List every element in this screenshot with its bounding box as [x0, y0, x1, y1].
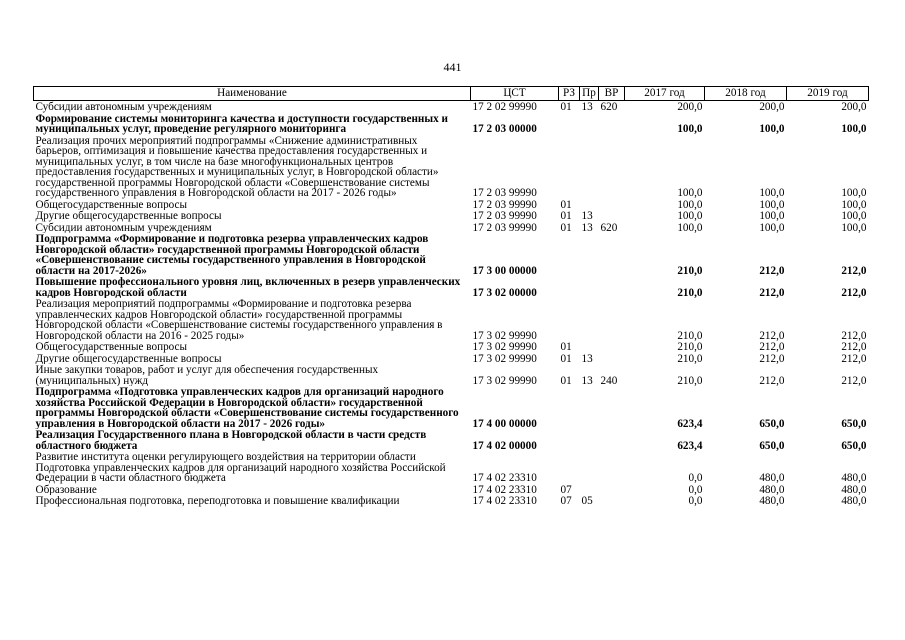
row-vr	[599, 429, 625, 451]
table-row	[34, 113, 869, 135]
row-cst: 17 3 02 99990	[472, 329, 537, 341]
header-2019: 2019 год	[787, 87, 869, 101]
row-2017: 210,0	[677, 264, 703, 276]
row-vr: 240	[600, 374, 618, 386]
row-vr: 620	[600, 101, 618, 113]
row-2018: 100,0	[759, 210, 785, 222]
row-2018: 480,0	[759, 472, 785, 484]
row-rz: 01	[560, 198, 572, 210]
row-cst: 17 3 02 99990	[472, 374, 537, 386]
row-cst: 17 4 02 23310	[472, 472, 537, 484]
table-row	[34, 341, 869, 353]
row-cst: 17 3 02 99990	[472, 341, 537, 353]
row-name: Профессиональная подготовка, переподготовка и повышение квалификации	[35, 495, 400, 507]
row-pr	[580, 199, 599, 211]
row-rz	[559, 113, 580, 135]
row-cst: 17 2 03 00000	[472, 123, 537, 135]
row-name: Другие общегосударственные вопросы	[35, 210, 222, 222]
row-vr	[599, 135, 625, 199]
row-rz	[559, 451, 580, 484]
row-2017: 210,0	[677, 286, 703, 298]
row-rz	[559, 386, 580, 429]
row-pr: 05	[581, 495, 593, 507]
row-2017: 100,0	[677, 210, 703, 222]
row-2017: 200,0	[677, 101, 703, 113]
row-2019: 100,0	[841, 221, 867, 233]
row-cst: 17 4 02 23310	[472, 495, 537, 507]
header-rz: РЗ	[559, 87, 580, 101]
row-2018: 212,0	[759, 264, 785, 276]
row-2019: 100,0	[841, 210, 867, 222]
table-row	[34, 386, 869, 429]
table-row	[34, 364, 869, 386]
row-2019: 212,0	[841, 264, 867, 276]
row-cst: 17 3 02 00000	[472, 286, 537, 298]
row-2019: 100,0	[841, 198, 867, 210]
row-pr	[580, 113, 599, 135]
row-2018: 212,0	[759, 374, 785, 386]
row-name: Повышение профессионального уровня лиц, включенных в резерв управленческих кадров Новгородской области	[35, 276, 461, 298]
row-2019: 212,0	[841, 341, 867, 353]
row-2019: 212,0	[841, 352, 867, 364]
table-row	[34, 233, 869, 276]
row-2019: 650,0	[841, 417, 867, 429]
table-body	[34, 101, 869, 507]
header-2017: 2017 год	[625, 87, 705, 101]
row-rz: 01	[560, 341, 572, 353]
row-pr	[580, 386, 599, 429]
header-vr: ВР	[599, 87, 625, 101]
header-cst: ЦСТ	[471, 87, 559, 101]
row-rz: 01	[560, 101, 572, 113]
row-2017: 623,4	[677, 417, 703, 429]
row-pr: 13	[581, 210, 593, 222]
row-pr: 13	[581, 101, 593, 113]
row-name: Субсидии автономным учреждениям	[35, 221, 212, 233]
row-2019: 480,0	[841, 483, 867, 495]
row-2018: 200,0	[759, 101, 785, 113]
row-pr	[580, 298, 599, 341]
row-name: Подпрограмма «Формирование и подготовка резерва управленческих кадров Новгородской области» государственной программы Новгородской области «Совершенствование системы государственного управления в Новгородской области на 2017-2026»	[35, 233, 429, 276]
row-2018: 650,0	[759, 417, 785, 429]
header-2018: 2018 год	[705, 87, 787, 101]
row-2017: 0,0	[688, 483, 703, 495]
row-2019: 100,0	[841, 123, 867, 135]
table-row	[34, 429, 869, 451]
row-vr	[599, 484, 625, 496]
row-pr	[580, 135, 599, 199]
row-rz	[559, 135, 580, 199]
row-2017: 100,0	[677, 221, 703, 233]
row-2019: 480,0	[841, 495, 867, 507]
row-rz: 01	[560, 374, 572, 386]
row-vr	[599, 451, 625, 484]
row-pr: 13	[581, 374, 593, 386]
row-2017: 100,0	[677, 123, 703, 135]
table-row	[34, 276, 869, 298]
row-rz: 07	[560, 495, 572, 507]
row-pr	[580, 276, 599, 298]
row-name: Развитие института оценки регулирующего воздействия на территории области Подготовка управленческих кадров для организаций народного хозяйства Российской Федерации в части областного бюджета	[35, 451, 446, 484]
row-2019: 212,0	[841, 286, 867, 298]
row-rz: 01	[560, 352, 572, 364]
row-rz	[559, 276, 580, 298]
row-vr	[599, 210, 625, 222]
row-pr	[580, 429, 599, 451]
row-name: Реализация мероприятий подпрограммы «Формирование и подготовка резерва управленческих кадров Новгородской области» государственной программы Новгородской области «Совершенствование системы государственного управления в Новгородской области на 2016 - 2025 годы»	[35, 298, 443, 341]
row-vr	[599, 276, 625, 298]
row-2018: 650,0	[759, 439, 785, 451]
row-vr	[599, 386, 625, 429]
page-number: 441	[443, 60, 462, 74]
row-cst: 17 2 03 99990	[472, 198, 537, 210]
row-vr: 620	[600, 221, 618, 233]
row-2019: 212,0	[841, 374, 867, 386]
row-2017: 210,0	[677, 374, 703, 386]
row-2018: 212,0	[759, 341, 785, 353]
row-cst: 17 3 02 99990	[472, 352, 537, 364]
row-name: Реализация Государственного плана в Новгородской области в части средств областного бюджета	[35, 429, 427, 451]
table-row	[34, 101, 869, 113]
row-2018: 100,0	[759, 187, 785, 199]
row-rz	[559, 298, 580, 341]
row-vr	[599, 341, 625, 353]
table-header-row	[34, 87, 869, 101]
row-2017: 623,4	[677, 439, 703, 451]
row-2018: 100,0	[759, 198, 785, 210]
row-cst: 17 2 03 99990	[472, 210, 537, 222]
row-2018: 480,0	[759, 495, 785, 507]
row-cst: 17 4 00 00000	[472, 417, 537, 429]
row-2019: 212,0	[841, 329, 867, 341]
table-row	[34, 353, 869, 365]
row-name: Общегосударственные вопросы	[35, 341, 188, 353]
row-2018: 212,0	[759, 352, 785, 364]
row-name: Субсидии автономным учреждениям	[35, 101, 212, 113]
row-cst: 17 4 02 00000	[472, 439, 537, 451]
row-cst: 17 4 02 23310	[472, 483, 537, 495]
row-2017: 210,0	[677, 352, 703, 364]
row-name: Другие общегосударственные вопросы	[35, 352, 222, 364]
table-row	[34, 451, 869, 484]
row-2018: 100,0	[759, 123, 785, 135]
row-2017: 100,0	[677, 198, 703, 210]
row-name: Общегосударственные вопросы	[35, 198, 188, 210]
row-2018: 100,0	[759, 221, 785, 233]
table-row	[34, 495, 869, 507]
row-2017: 0,0	[688, 495, 703, 507]
row-name: Иные закупки товаров, работ и услуг для обеспечения государственных (муниципальных) нужд	[35, 364, 379, 386]
table-row	[34, 210, 869, 222]
row-vr	[599, 113, 625, 135]
row-2018: 212,0	[759, 286, 785, 298]
row-2019: 100,0	[841, 187, 867, 199]
row-name: Подпрограмма «Подготовка управленческих кадров для организаций народного хозяйства Российской Федерации в Новгородской области» государственной программы Новгородской области «Совершенствование системы государственного управления в Новгородской области на 2017 - 2026 годы»	[35, 386, 459, 429]
row-pr	[580, 341, 599, 353]
row-2017: 0,0	[688, 472, 703, 484]
table-row	[34, 199, 869, 211]
row-cst: 17 2 02 99990	[472, 101, 537, 113]
row-pr: 13	[581, 221, 593, 233]
row-rz: 07	[560, 483, 572, 495]
row-cst: 17 2 03 99990	[472, 221, 537, 233]
header-name: Наименование	[34, 87, 471, 101]
row-pr	[580, 484, 599, 496]
row-vr	[599, 353, 625, 365]
row-rz: 01	[560, 221, 572, 233]
row-2019: 480,0	[841, 472, 867, 484]
row-2018: 212,0	[759, 329, 785, 341]
row-vr	[599, 233, 625, 276]
row-vr	[599, 495, 625, 507]
row-rz	[559, 429, 580, 451]
row-name: Образование	[35, 483, 97, 495]
row-name: Реализация прочих мероприятий подпрограммы «Снижение административных барьеров, оптимизация и повышение качества предоставления государственных и муниципальных услуг, в том числе на базе многофункциональных центров предоставления государственных и муниципальных услуг, в Новгородской области» государственной программы Новгородской области «Совершенствование системы государственного управления в Новгородской области на 2017 - 2026 годы»	[35, 134, 439, 199]
row-2017: 210,0	[677, 341, 703, 353]
table-row	[34, 222, 869, 234]
row-2017: 100,0	[677, 187, 703, 199]
row-2018: 480,0	[759, 483, 785, 495]
budget-table	[33, 86, 869, 507]
row-rz	[559, 233, 580, 276]
row-rz: 01	[560, 210, 572, 222]
row-name: Формирование системы мониторинга качества и доступности государственных и муниципальных услуг, проведение регулярного мониторинга	[35, 112, 448, 135]
table-row	[34, 484, 869, 496]
row-vr	[599, 199, 625, 211]
row-pr	[580, 233, 599, 276]
row-pr	[580, 451, 599, 484]
table-row	[34, 298, 869, 341]
row-2017: 210,0	[677, 329, 703, 341]
row-2019: 200,0	[841, 101, 867, 113]
row-cst: 17 2 03 99990	[472, 187, 537, 199]
row-cst: 17 3 00 00000	[472, 264, 537, 276]
table-row	[34, 135, 869, 199]
row-2019: 650,0	[841, 439, 867, 451]
header-pr: Пр	[580, 87, 599, 101]
row-vr	[599, 298, 625, 341]
row-pr: 13	[581, 352, 593, 364]
